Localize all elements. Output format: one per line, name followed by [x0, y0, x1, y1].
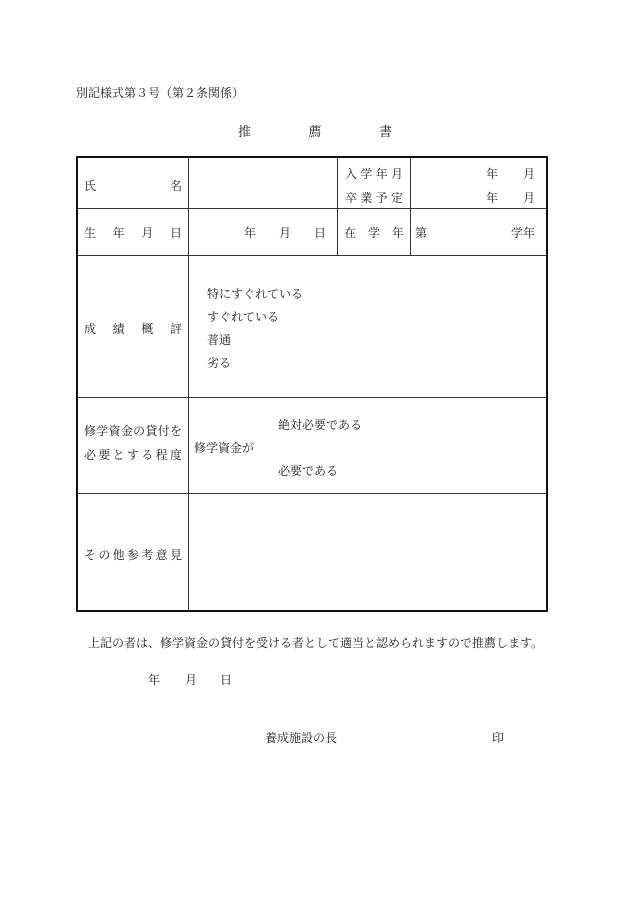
birth-date-label: 生 年 月 日: [84, 226, 182, 240]
performance-summary-label: 成 績 概 評: [84, 322, 182, 336]
seal-mark: 印: [492, 731, 505, 745]
date-day-unit: 日: [220, 673, 233, 687]
graduation-year-unit: 年: [486, 191, 499, 205]
document-title: [238, 121, 392, 140]
enrollment-month-unit: 月: [523, 167, 536, 181]
signature-date: [0, 671, 630, 687]
birth-date-field[interactable]: [189, 209, 337, 255]
recommendation-form-table: [76, 156, 548, 612]
facility-head-label: 養成施設の長: [265, 731, 338, 745]
grade-field[interactable]: [411, 209, 548, 255]
other-remarks-label: そ の 他 参 考 意 見: [84, 548, 182, 562]
title-char: 推: [238, 125, 252, 140]
graduation-month-unit: 月: [523, 191, 536, 205]
title-char: 書: [378, 125, 392, 140]
performance-option[interactable]: 普通: [207, 333, 232, 347]
performance-option[interactable]: 特にすぐれている: [207, 287, 304, 301]
column-divider: [337, 158, 338, 255]
grade-suffix: 学年: [511, 226, 536, 240]
title-char: 薦: [308, 125, 322, 140]
name-field[interactable]: [189, 159, 337, 208]
funding-need-label-line2: 必 要 と す る 程 度: [84, 448, 182, 462]
enrollment-date-label: 入 学 年 月: [345, 167, 403, 181]
other-remarks-field[interactable]: [189, 494, 548, 612]
birth-day-unit: 日: [314, 226, 327, 240]
grade-prefix: 第: [415, 226, 428, 240]
funding-need-option[interactable]: 絶対必要である: [278, 418, 363, 432]
enrollment-year-unit: 年: [486, 167, 499, 181]
funding-need-label-line1: 修 学 資 金 の 貸 付 を: [84, 424, 182, 438]
grade-label: 在 学 年: [344, 226, 404, 240]
date-year-unit: 年: [148, 673, 161, 687]
performance-option[interactable]: 劣る: [207, 356, 232, 370]
birth-month-unit: 月: [279, 226, 292, 240]
funding-need-prefix: 修学資金が: [194, 441, 255, 455]
row-divider: [78, 397, 546, 398]
row-divider: [78, 255, 546, 256]
enrollment-graduation-field[interactable]: [411, 159, 548, 208]
recommendation-statement: 上記の者は、修学資金の貸付を受ける者として適当と認められますので推薦します。: [88, 636, 544, 650]
performance-option[interactable]: すぐれている: [207, 310, 280, 324]
form-number-label: 別記様式第３号（第２条関係）: [76, 86, 245, 100]
name-label: 氏 名: [84, 179, 182, 193]
birth-year-unit: 年: [244, 226, 257, 240]
funding-need-option[interactable]: 必要である: [278, 464, 339, 478]
graduation-expected-label: 卒 業 予 定: [345, 191, 403, 205]
date-month-unit: 月: [185, 673, 198, 687]
